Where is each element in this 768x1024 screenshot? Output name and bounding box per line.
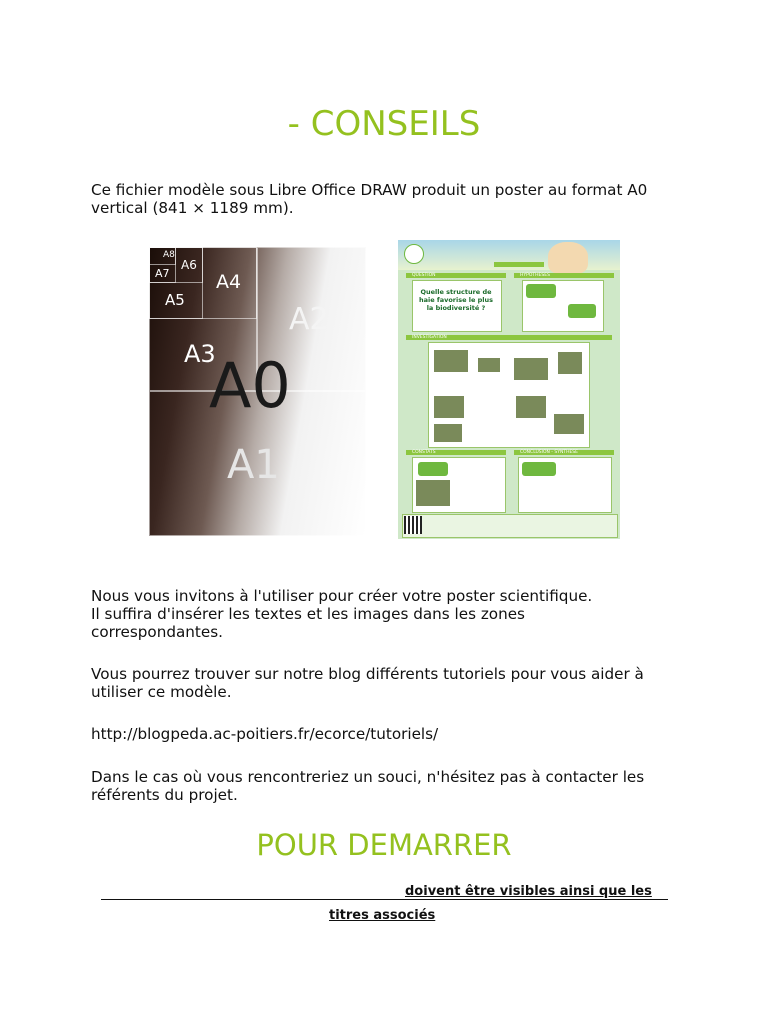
poster-thumbnail — [398, 240, 620, 539]
photo — [434, 424, 462, 442]
invite-line: Nous vous invitons à l'utiliser pour créer votre poster scientifique. — [91, 587, 593, 605]
photo — [558, 352, 582, 374]
bubble — [418, 462, 448, 476]
paper-label: A6 — [181, 258, 197, 272]
logo-icon — [404, 244, 424, 264]
photo — [416, 480, 450, 506]
bubble — [526, 284, 556, 298]
tutorial-url[interactable]: http://blogpeda.ac-poitiers.fr/ecorce/tutoriels/ — [91, 725, 439, 743]
paper-label: A3 — [184, 340, 216, 368]
paper-label: A2 — [289, 302, 329, 337]
intro-paragraph — [91, 181, 691, 217]
section-label: QUESTION — [412, 273, 436, 278]
invite-line: Il suffira d'insérer les textes et les images dans les zones — [91, 605, 525, 623]
footer-box — [402, 514, 618, 538]
paper-label: A8 — [163, 250, 175, 260]
contact-line: Dans le cas où vous rencontreriez un souci, n'hésitez pas à contacter les — [91, 768, 645, 786]
bubble — [568, 304, 596, 318]
paper-label: A5 — [165, 291, 185, 309]
paper-label: A0 — [209, 349, 291, 422]
paper-label: A7 — [155, 267, 170, 280]
intro-line: vertical (841 × 1189 mm). — [91, 199, 294, 217]
photo — [554, 414, 584, 434]
blog-paragraph — [91, 665, 691, 701]
blog-line: utiliser ce modèle. — [91, 683, 232, 701]
section-label: INVESTIGATION — [412, 335, 447, 340]
contact-paragraph — [91, 768, 691, 804]
section-label: HYPOTHESES — [520, 273, 550, 278]
paper-label: A4 — [216, 271, 242, 293]
poster-title-band — [494, 262, 544, 267]
section-title-conseils: - CONSEILS — [287, 104, 481, 144]
section-label: CONCLUSION - SYNTHESE — [520, 450, 578, 455]
invite-line: correspondantes. — [91, 623, 223, 641]
paper-label: A1 — [227, 442, 280, 488]
bottom-line-2: titres associés — [329, 908, 436, 923]
bubble — [522, 462, 556, 476]
photo — [516, 396, 546, 418]
qr-code-icon — [404, 516, 422, 534]
character-icon — [548, 242, 588, 274]
section-title-demarrer: POUR DEMARRER — [256, 828, 512, 862]
poster-question: Quelle structure de haie favorise le plus la biodiversité ? — [418, 288, 494, 312]
section-label: CONSTATS — [412, 450, 436, 455]
photo — [514, 358, 548, 380]
bottom-line-1: doivent être visibles ainsi que les — [405, 884, 652, 899]
blog-line: Vous pourrez trouver sur notre blog différents tutoriels pour vous aider à — [91, 665, 644, 683]
invite-paragraph — [91, 587, 691, 641]
contact-line: référents du projet. — [91, 786, 238, 804]
photo — [478, 358, 500, 372]
photo — [434, 350, 468, 372]
underline-rule — [101, 899, 668, 900]
photo — [434, 396, 464, 418]
intro-line: Ce fichier modèle sous Libre Office DRAW produit un poster au format A0 — [91, 181, 648, 199]
paper-sizes-figure — [149, 247, 366, 536]
